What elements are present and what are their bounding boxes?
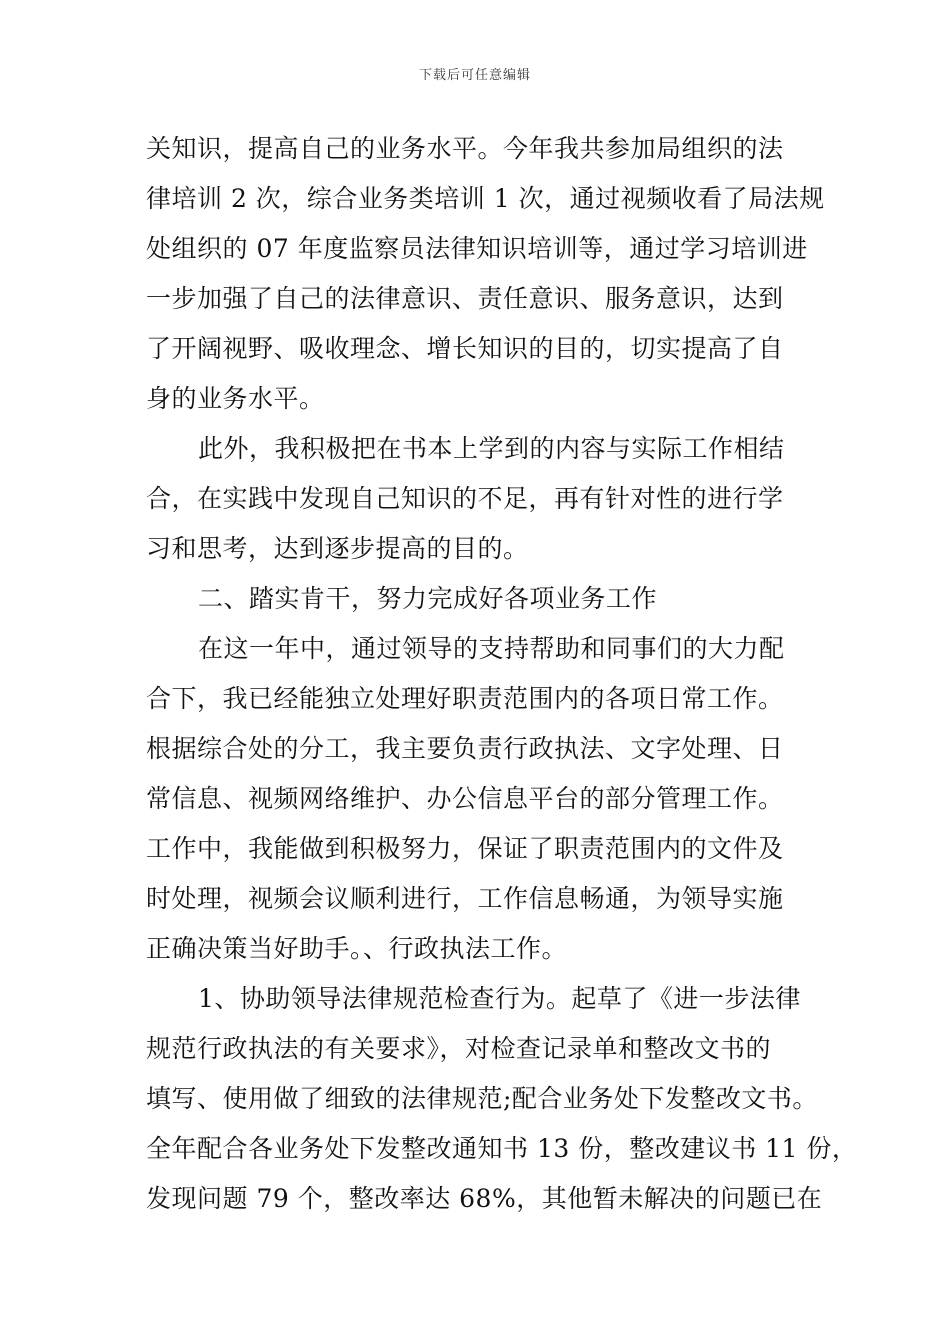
header-note: 下载后可任意编辑 [418,68,531,83]
body-text [146,124,858,1224]
text-line: 工作中，我能做到积极努力，保证了职责范围内的文件及 [146,834,784,863]
text-line: 发现问题 79 个，整改率达 68%，其他暂未解决的问题已在 [146,1184,823,1213]
paragraph-start-line: 在这一年中，通过领导的支持帮助和同事们的大力配 [198,634,785,663]
text-line: 合下，我已经能独立处理好职责范围内的各项日常工作。 [146,684,784,713]
section-heading: 二、踏实肯干，努力完成好各项业务工作 [198,584,658,613]
paragraph-start-line: 1、协助领导法律规范检查行为。起草了《进一步法律 [198,984,801,1013]
text-line: 合，在实践中发现自己知识的不足，再有针对性的进行学 [146,484,784,513]
paragraph-start-line: 此外，我积极把在书本上学到的内容与实际工作相结 [198,434,785,463]
text-line: 规范行政执法的有关要求》，对检查记录单和整改文书的 [146,1034,772,1063]
text-line: 时处理，视频会议顺利进行，工作信息畅通，为领导实施 [146,884,784,913]
text-line: 习和思考，达到逐步提高的目的。 [146,534,529,563]
text-line: 根据综合处的分工，我主要负责行政执法、文字处理、日 [146,734,784,763]
text-line: 一步加强了自己的法律意识、责任意识、服务意识，达到 [146,284,784,313]
text-line: 了开阔视野、吸收理念、增长知识的目的，切实提高了自 [146,334,784,363]
text-line: 全年配合各业务处下发整改通知书 13 份，整改建议书 11 份， [146,1134,858,1163]
text-line: 填写、使用做了细致的法律规范;配合业务处下发整改文书。 [146,1084,818,1113]
text-line: 处组织的 07 年度监察员法律知识培训等，通过学习培训进 [146,234,808,263]
text-line: 身的业务水平。 [146,384,325,413]
text-line: 律培训 2 次，综合业务类培训 1 次，通过视频收看了局法规 [146,184,825,213]
text-line: 正确决策当好助手。、行政执法工作。 [146,934,568,963]
text-line: 关知识，提高自己的业务水平。今年我共参加局组织的法 [146,134,784,163]
text-line: 常信息、视频网络维护、办公信息平台的部分管理工作。 [146,784,784,813]
